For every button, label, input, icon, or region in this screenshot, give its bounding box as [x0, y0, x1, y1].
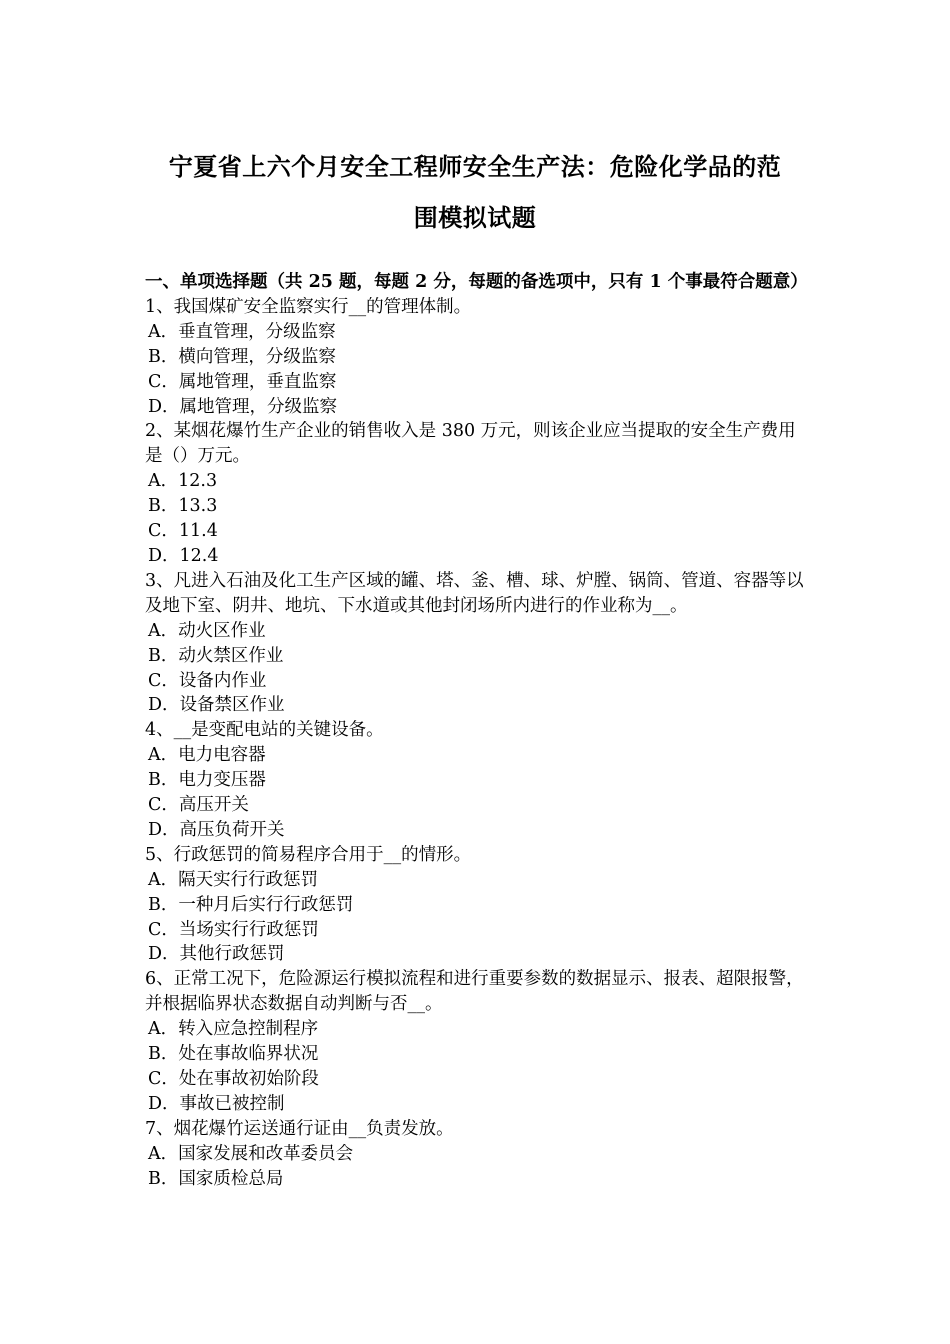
question-text: 5、行政惩罚的简易程序合用于__的情形。: [145, 844, 472, 865]
question-text: 1、我国煤矿安全监察实行__的管理体制。: [145, 296, 472, 317]
option-b: B．电力变压器: [148, 770, 266, 791]
option-a: A．转入应急控制程序: [148, 1019, 319, 1040]
option-d: D．属地管理，分级监察: [148, 396, 338, 417]
question-6: [145, 967, 810, 1116]
option-a: A．国家发展和改革委员会: [148, 1143, 354, 1164]
option-a: A．电力电容器: [148, 745, 266, 766]
option-c: C．当场实行行政惩罚: [148, 919, 319, 940]
option-b: B．处在事故临界状况: [148, 1044, 319, 1065]
question-text: 2、某烟花爆竹生产企业的销售收入是 380 万元，则该企业应当提取的安全生产费用是（）万元。: [145, 421, 796, 467]
question-text: 7、烟花爆竹运送通行证由__负责发放。: [145, 1118, 454, 1139]
option-d: D．事故已被控制: [148, 1093, 285, 1114]
option-d: D．12.4: [148, 545, 219, 566]
option-c: C．处在事故初始阶段: [148, 1069, 319, 1089]
option-a: A．隔天实行行政惩罚: [148, 869, 319, 890]
option-b: B．横向管理，分级监察: [148, 346, 336, 367]
option-c: C．属地管理，垂直监察: [148, 371, 337, 392]
document-title-line-1: 宁夏省上六个月安全工程师安全生产法：危险化学品的范: [168, 152, 782, 181]
option-d: D．设备禁区作业: [148, 695, 285, 716]
option-a: A．垂直管理，分级监察: [148, 321, 336, 342]
document-body: [145, 270, 810, 1192]
question-1: [145, 295, 810, 420]
option-b: B．动火禁区作业: [148, 645, 284, 666]
document-title-line-2: 围模拟试题: [413, 203, 537, 232]
question-3: [145, 569, 810, 718]
option-a: A．12.3: [148, 471, 218, 492]
option-b: B．13.3: [148, 496, 218, 517]
option-d: D．高压负荷开关: [148, 819, 285, 840]
option-b: B．国家质检总局: [148, 1168, 284, 1189]
question-text: 6、正常工况下，危险源运行模拟流程和进行重要参数的数据显示、报表、超限报警，并根据临界状态数据自动判断与否__。: [145, 969, 804, 1015]
option-c: C．设备内作业: [148, 670, 267, 691]
question-4: [145, 718, 810, 843]
option-c: C．11.4: [148, 521, 218, 542]
question-2: [145, 419, 810, 568]
question-text: 4、__是变配电站的关键设备。: [145, 720, 384, 741]
option-c: C．高压开关: [148, 795, 249, 816]
question-text: 3、凡进入石油及化工生产区域的罐、塔、釜、槽、球、炉膛、锅筒、管道、容器等以及地下室、阴井、地坑、下水道或其他封闭场所内进行的作业称为__。: [145, 570, 804, 616]
option-d: D．其他行政惩罚: [148, 944, 285, 965]
section-heading: 一、单项选择题（共 25 题，每题 2 分，每题的备选项中，只有 1 个事最符合题意）: [145, 272, 808, 292]
option-b: B．一种月后实行行政惩罚: [148, 894, 354, 915]
question-5: [145, 843, 810, 968]
question-7: [145, 1117, 810, 1192]
option-a: A．动火区作业: [148, 620, 266, 641]
